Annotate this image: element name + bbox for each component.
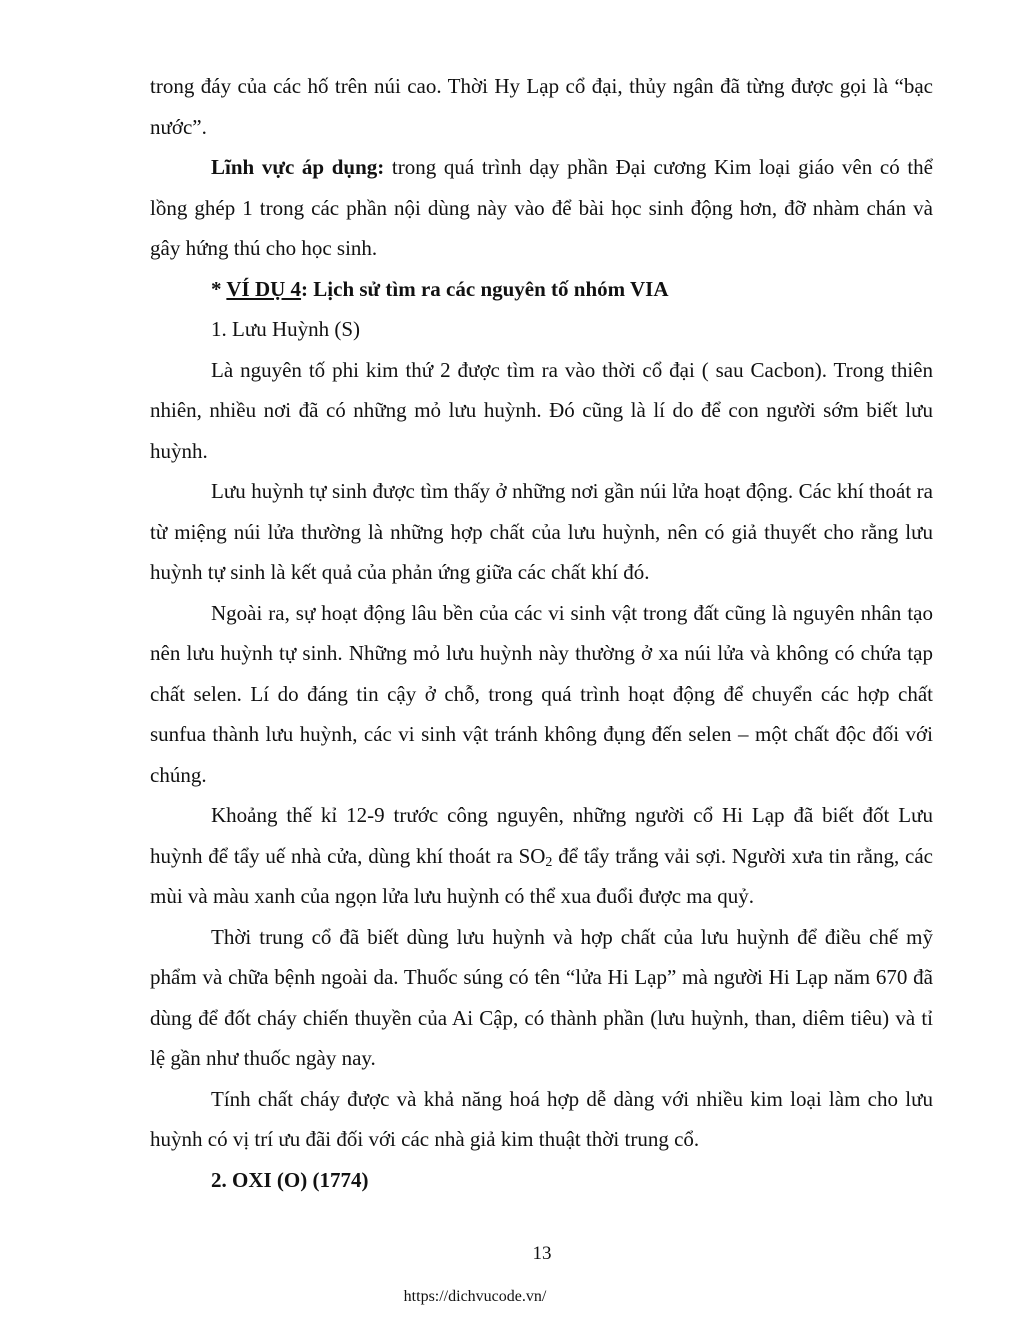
paragraph-application	[150, 147, 933, 269]
example-title: : Lịch sử tìm ra các nguyên tố nhóm VIA	[301, 276, 669, 301]
document-body	[150, 66, 933, 1200]
section-title-sulfur: 1. Lưu Huỳnh (S)	[211, 317, 361, 341]
paragraph-sulfur-history	[150, 795, 933, 917]
paragraph-sulfur-volcano: Lưu huỳnh tự sinh được tìm thấy ở những nơi gần núi lửa hoạt động. Các khí thoát ra từ miệng núi lửa thường là những hợp chất của lưu huỳnh, nên có giả thuyết cho rằng lưu huỳnh tự sinh là kết quả của phản ứng giữa các chất khí đó.	[150, 479, 933, 584]
paragraph-sulfur-medieval: Thời trung cổ đã biết dùng lưu huỳnh và hợp chất của lưu huỳnh để điều chế mỹ phẩm và chữa bệnh ngoài da. Thuốc súng có tên “lửa Hi Lạp” mà người Hi Lạp năm 670 đã dùng để đốt cháy chiến thuyền của Ai Cập, có thành phần (lưu huỳnh, than, diêm tiêu) và tỉ lệ gần như thuốc ngày nay.	[150, 924, 933, 1070]
page-number: 13	[532, 1243, 552, 1264]
section-title-oxygen: 2. OXI (O) (1774)	[211, 1167, 369, 1192]
paragraph-sulfur-discovery: Là nguyên tố phi kim thứ 2 được tìm ra vào thời cổ đại ( sau Cacbon). Trong thiên nhiên, nhiều nơi đã có những mỏ lưu huỳnh. Đó cũng là lí do để con người sớm biết lưu huỳnh.	[150, 357, 933, 463]
history-text-a: Khoảng thế kỉ 12-9 trước công nguyên, những người cổ Hi Lạp đã biết đốt Lưu huỳnh để tẩy uế nhà cửa, dùng khí thoát ra SO	[150, 803, 933, 868]
footer-url[interactable]: https://dichvucode.vn/	[403, 1288, 547, 1305]
application-label: Lĩnh vực áp dụng:	[211, 155, 385, 179]
example-label: VÍ DỤ 4	[226, 276, 302, 301]
example-prefix: *	[211, 276, 227, 301]
paragraph-sulfur-microbes: Ngoài ra, sự hoạt động lâu bền của các vi sinh vật trong đất cũng là nguyên nhân tạo nên lưu huỳnh tự sinh. Những mỏ lưu huỳnh này thường ở xa núi lửa và không có chứa tạp chất selen. Lí do đáng tin cậy ở chỗ, trong quá trình hoạt động để chuyển các hợp chất sunfua thành lưu huỳnh, các vi sinh vật tránh không đụng đến selen – một chất độc đối với chúng.	[150, 600, 933, 787]
paragraph-intro: trong đáy của các hố trên núi cao. Thời Hy Lạp cổ đại, thủy ngân đã từng được gọi là “bạc nước”.	[150, 74, 933, 139]
history-text-b: để tẩy trắng vải sợi. Người xưa tin rằng, các mùi và màu xanh của ngọn lửa lưu huỳnh có thể xua đuổi được ma quỷ.	[150, 843, 933, 908]
so2-subscript: 2	[545, 854, 553, 870]
example-heading	[150, 269, 933, 310]
application-text: trong quá trình dạy phần Đại cương Kim loại giáo vên có thể lồng ghép 1 trong các phần nội dùng này vào để bài học sinh động hơn, đỡ nhàm chán và gây hứng thú cho học sinh.	[150, 155, 933, 260]
paragraph-sulfur-alchemy: Tính chất cháy được và khả năng hoá hợp dễ dàng với nhiều kim loại làm cho lưu huỳnh có vị trí ưu đãi đối với các nhà giả kim thuật thời trung cổ.	[150, 1086, 933, 1151]
